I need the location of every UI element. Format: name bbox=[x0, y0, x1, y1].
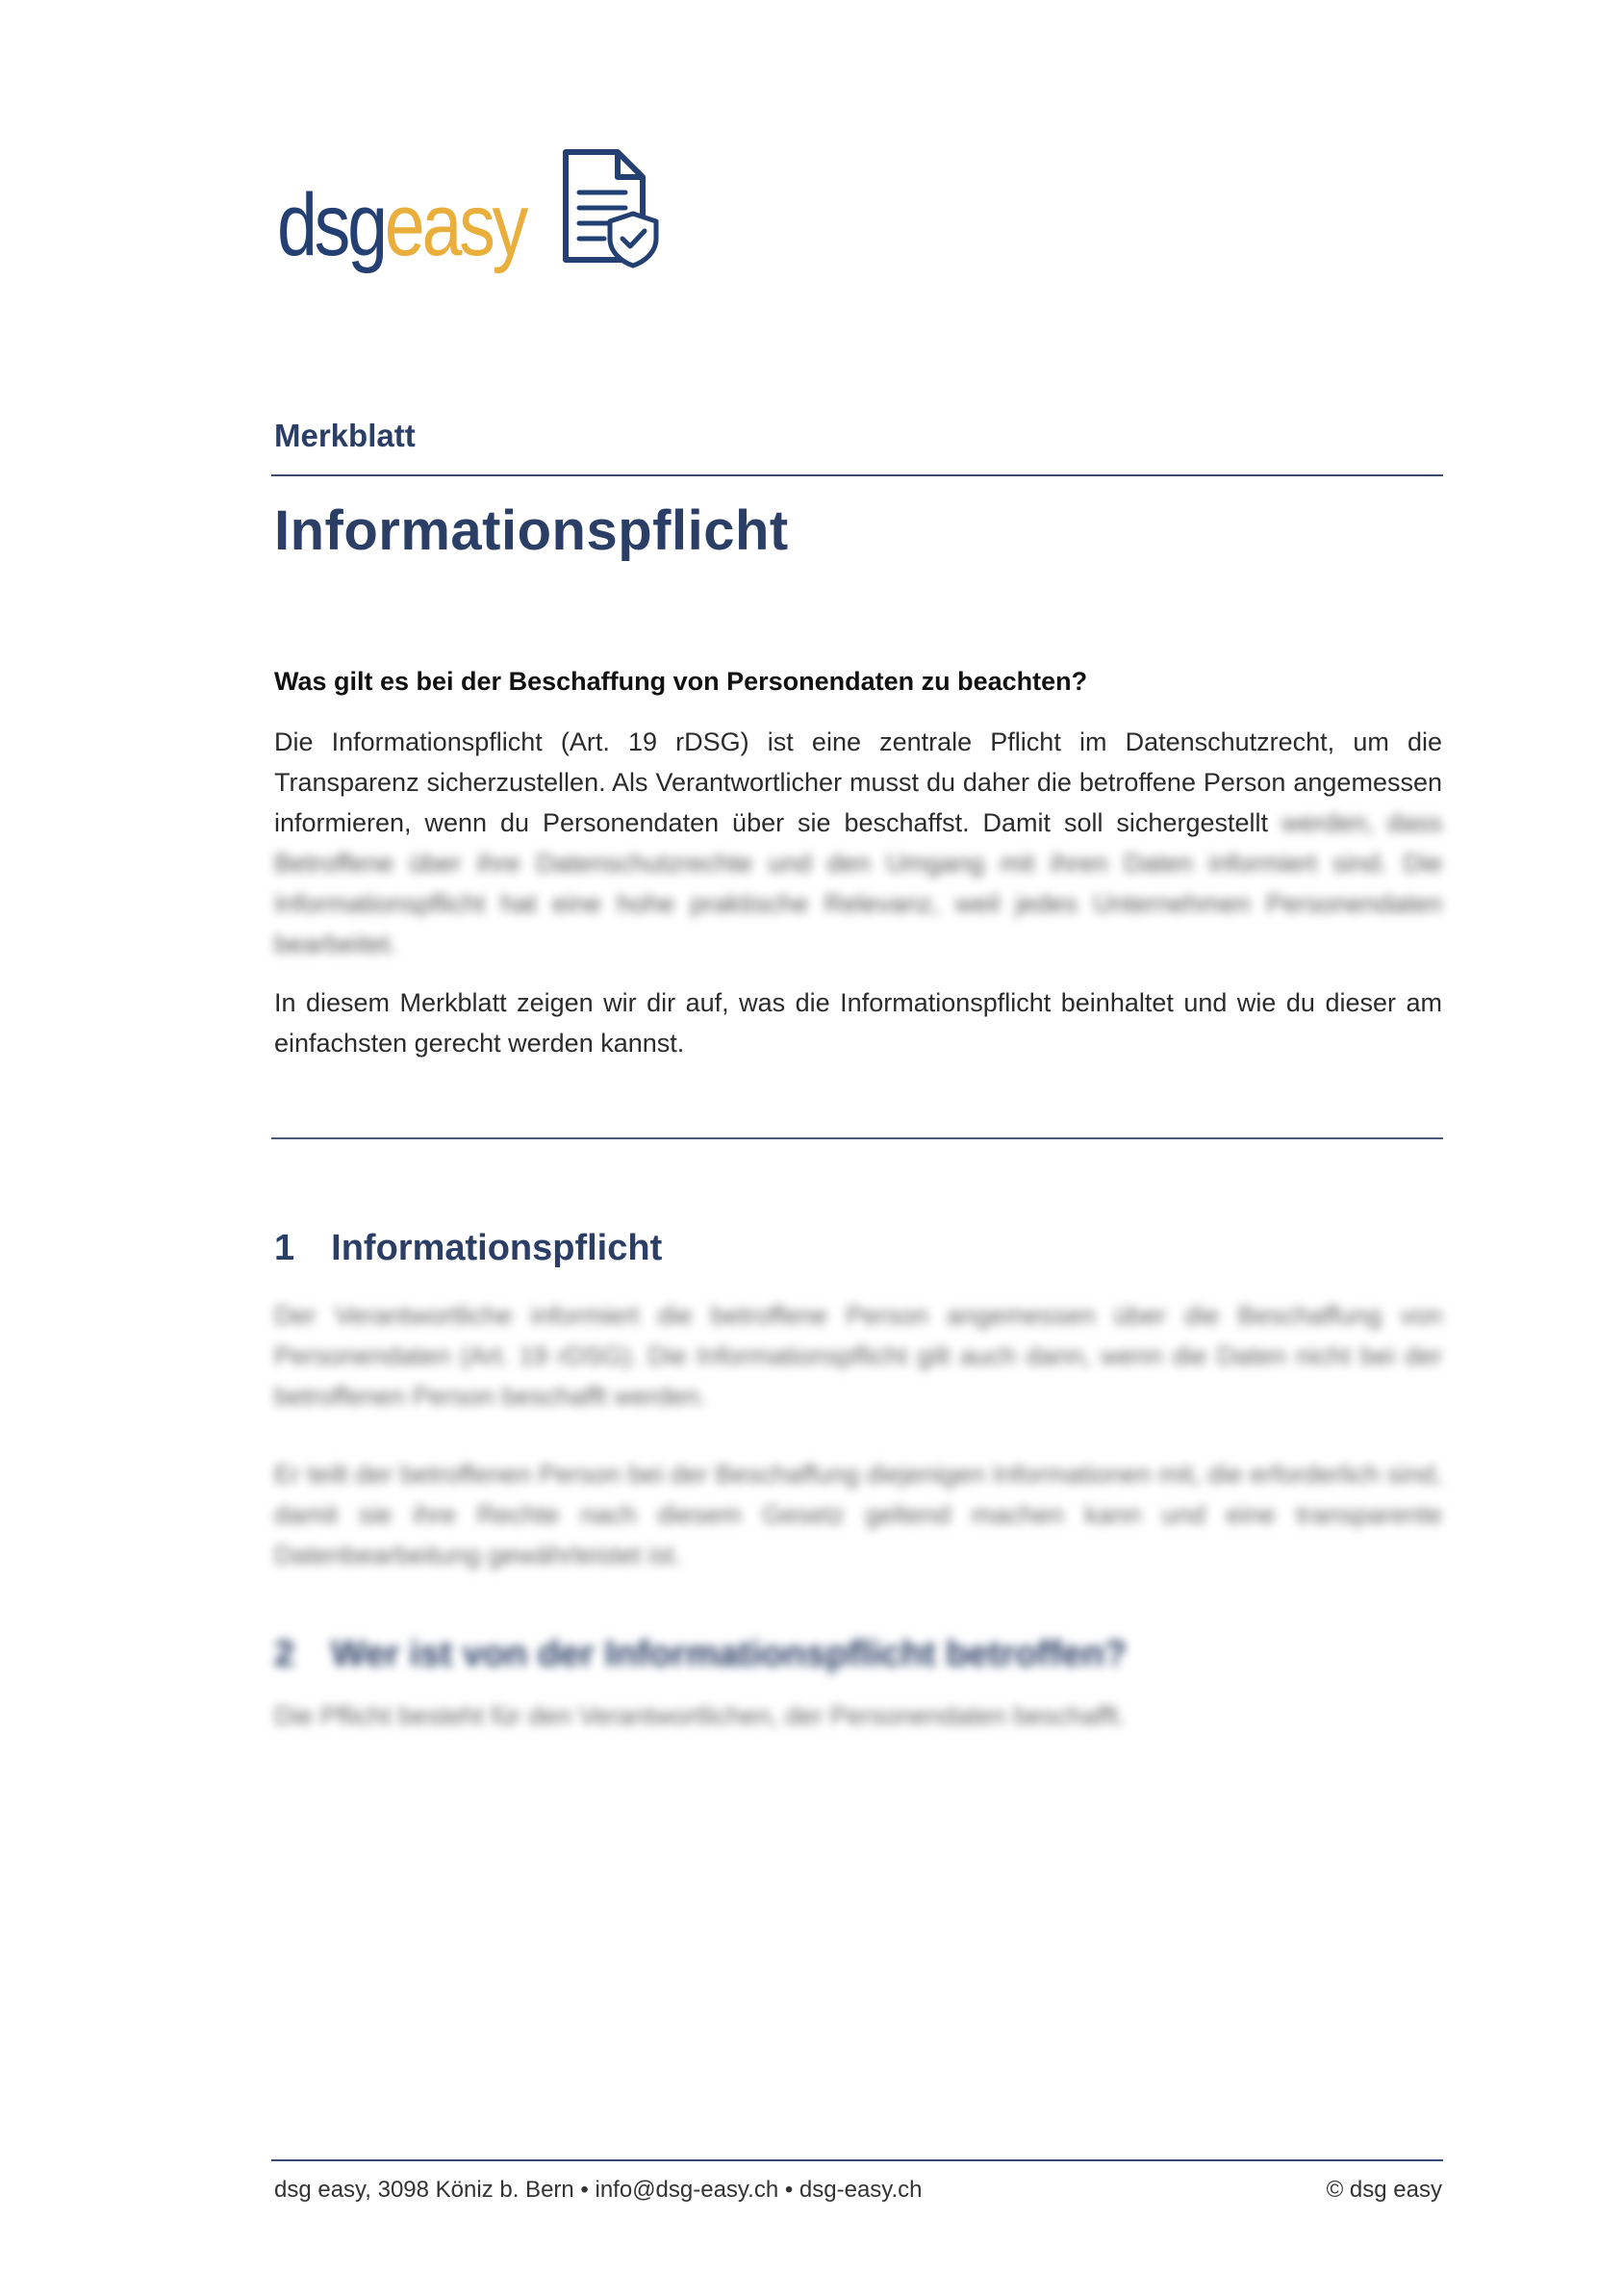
logo bbox=[277, 144, 580, 274]
footer bbox=[274, 2177, 1442, 2204]
logo-text-dsg: dsg bbox=[277, 176, 385, 274]
intro-paragraph-2: In diesem Merkblatt zeigen wir dir auf, was die Informationspflicht beinhaltet und wie du dieser am einfachsten gerecht werden kannst. bbox=[274, 988, 1442, 1058]
intro-paragraph-1-blurred: werden, dass Betroffene über ihre Datenschutzrechte und den Umgang mit ihren Daten informiert sind. Die Informationspflicht hat eine hohe praktische Relevanz, weil jedes Unternehmen Personendaten bearbeitet. bbox=[274, 808, 1442, 958]
intro-question: Was gilt es bei der Beschaffung von Personendaten zu beachten? bbox=[274, 667, 1088, 696]
section-2-heading bbox=[274, 1634, 1442, 1675]
section-1-paragraph-2: Er teilt der betroffenen Person bei der Beschaffung diejenigen Informationen mit, die erforderlich sind, damit sie ihre Rechte nach diesem Gesetz geltend machen kann und eine transparente Datenbearbeitung gewährleistet ist. bbox=[274, 1460, 1442, 1569]
section-1-heading bbox=[274, 1228, 1442, 1269]
intro-divider bbox=[271, 1137, 1443, 1139]
section-1-paragraph-1: Der Verantwortliche informiert die betroffene Person angemessen über die Beschaffung von Personendaten (Art. 19 rDSG). Die Informationspflicht gilt auch dann, wenn die Daten nicht bei der betroffenen Person beschafft werden. bbox=[274, 1301, 1442, 1411]
section-2-number: 2 bbox=[274, 1634, 295, 1674]
intro-paragraph-1 bbox=[274, 722, 1442, 964]
logo-wordmark bbox=[277, 176, 526, 274]
footer-contact: dsg easy, 3098 Köniz b. Bern • info@dsg-easy.ch • dsg-easy.ch bbox=[274, 2177, 923, 2203]
intro-paragraph-1-visible: Die Informationspflicht (Art. 19 rDSG) ist eine zentrale Pflicht im Datenschutzrecht, um die Transparenz sicherzustellen. Als Verantwortlicher musst du daher die betroffene Person angemessen informieren, wenn du Personendaten über sie beschaffst. Damit soll sichergestellt bbox=[274, 727, 1442, 837]
logo-text-easy: easy bbox=[384, 176, 526, 274]
footer-copyright: © dsg easy bbox=[1326, 2177, 1442, 2203]
document-shield-icon bbox=[558, 144, 664, 269]
document-title: Informationspflicht bbox=[274, 499, 789, 562]
section-1-title: Informationspflicht bbox=[331, 1228, 663, 1268]
section-2-paragraph-1: Die Pflicht besteht für den Verantwortlichen, der Personendaten beschafft. bbox=[274, 1701, 1127, 1730]
header-divider bbox=[271, 474, 1443, 476]
document-kicker: Merkblatt bbox=[274, 418, 416, 453]
section-1-number: 1 bbox=[274, 1228, 295, 1268]
section-2-title: Wer ist von der Informationspflicht betroffen? bbox=[331, 1634, 1128, 1674]
footer-divider bbox=[271, 2159, 1443, 2161]
